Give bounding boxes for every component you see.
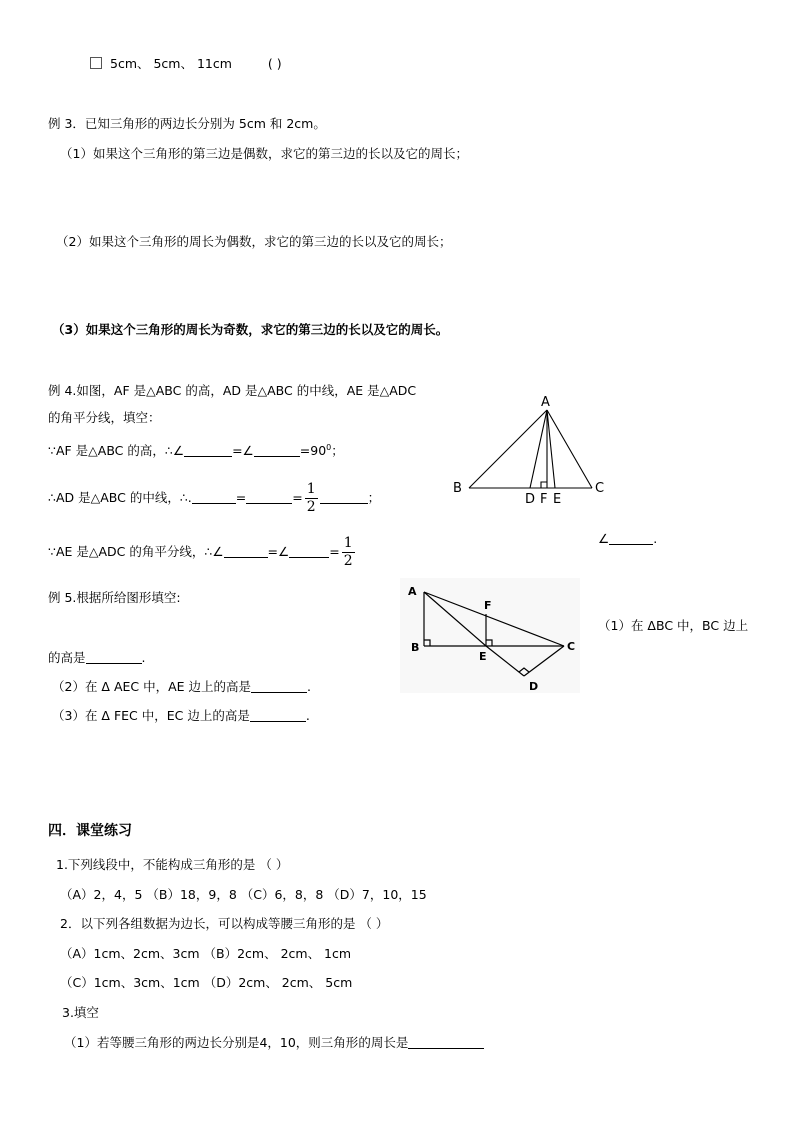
semicolon: ； [367,490,381,505]
ex3-q2: （2）如果这个三角形的周长为偶数，求它的第三边的长以及它的周长； [56,234,452,249]
label-f: F [540,492,548,507]
label-a: A [541,395,550,410]
option-lengths: 5cm、 5cm、 11cm [110,56,232,71]
period: . [307,679,312,694]
ex4-stem-1: 例 4.如图，AF 是△ABC 的高，AD 是△ABC 的中线，AE 是△ADC [48,383,417,398]
practice-q2: 2．以下列各组数据为边长，可以构成等腰三角形的是 （ ） [60,916,389,931]
label-b: B [411,641,420,654]
blank[interactable] [250,709,306,722]
ex4-angle-tail [598,531,657,547]
label-a: A [408,585,417,598]
blank[interactable] [320,491,368,504]
ex5-stem: 例 5.根据所给图形填空: [48,590,181,605]
blank[interactable] [224,545,268,558]
blank[interactable] [289,545,329,558]
frac-num: 1 [343,535,353,551]
segment-ad [530,410,547,488]
fraction-half [305,481,318,516]
q3-text: （3）在 Δ FEC 中，EC 边上的高是 [52,708,250,723]
period: . [653,531,658,546]
ex3-q1: （1）如果这个三角形的第三边是偶数，求它的第三边的长以及它的周长； [60,146,468,161]
blank[interactable] [184,444,232,457]
segment-ab [469,410,547,488]
option-line [90,56,282,72]
semicolon: ； [331,443,344,459]
q2-text: （2）在 Δ AEC 中，AE 边上的高是 [52,679,252,694]
equals: = [267,544,279,559]
period: . [305,708,310,723]
label-f: F [484,599,492,612]
frac-den: 2 [343,553,353,569]
ex5-q1-part: （1）在 ΔBC 中，BC 边上 [598,618,749,633]
equals: = [329,544,340,559]
triangle-abc-figure [440,388,620,508]
af-prefix: ∵AF 是△ABC 的高，∴∠ [48,443,185,459]
practice-q1: 1.下列线段中，不能构成三角形的是 （ ） [56,857,289,872]
right-triangle-figure [400,578,590,698]
blank[interactable] [609,532,653,545]
blank[interactable] [86,651,142,664]
right-angle-mark [541,482,547,488]
equals: = [232,443,243,459]
q1-rest-text: 的高是 [48,650,86,665]
ex5-q3 [52,708,310,724]
blank[interactable] [192,491,236,504]
practice-q3-1 [64,1035,484,1051]
ex4-af-line [48,440,344,459]
blank[interactable] [254,444,300,457]
label-c: C [567,640,576,653]
practice-q2-options-1: （A）1cm、2cm、3cm （B）2cm、 2cm、 1cm [60,946,352,961]
ex4-stem-2: 的角平分线，填空： [48,410,161,425]
label-b: B [453,481,462,496]
blank[interactable] [408,1036,484,1049]
fraction-half [342,535,355,570]
practice-q2-options-2: （C）1cm、3cm、1cm （D）2cm、 2cm、 5cm [60,975,353,990]
blank[interactable] [251,680,307,693]
ex3-q3: （3）如果这个三角形的周长为奇数，求它的第三边的长以及它的周长。 [52,322,449,337]
ex5-q2 [52,679,311,695]
checkbox-icon [90,57,102,69]
answer-paren: ( ) [267,56,282,71]
label-d: D [529,680,539,693]
ex5-q1-rest [48,650,146,666]
frac-den: 2 [306,499,316,515]
ae-prefix: ∵AE 是△ADC 的角平分线，∴∠ [48,544,224,559]
ex4-ae-line [48,534,357,570]
label-c: C [595,481,605,496]
label-d: D [525,492,536,507]
practice-q3: 3.填空 [62,1005,99,1020]
period: . [141,650,146,665]
angle-sign: ∠ [242,443,254,459]
equals: = [235,490,247,505]
frac-num: 1 [306,481,316,497]
degree-mark: 0 [326,443,332,452]
label-e: E [553,492,562,507]
equals: = [292,490,303,505]
label-e: E [479,650,487,663]
ex4-ad-line [48,480,380,516]
section-heading: 四．课堂练习 [48,823,132,839]
ninety: =90 [299,443,327,459]
ex3-stem: 例 3．已知三角形的两边长分别为 5cm 和 2cm。 [48,116,326,131]
ad-prefix: ∴AD 是△ABC 的中线，∴. [48,490,192,505]
practice-q1-options: （A）2，4，5 （B）18，9，8 （C）6，8，8 （D）7，10，15 [60,887,427,902]
blank[interactable] [246,491,292,504]
angle-sign: ∠ [598,531,610,546]
q3-1-text: （1）若等腰三角形的两边长分别是4，10，则三角形的周长是 [64,1035,409,1050]
angle-sign: ∠ [278,544,290,559]
